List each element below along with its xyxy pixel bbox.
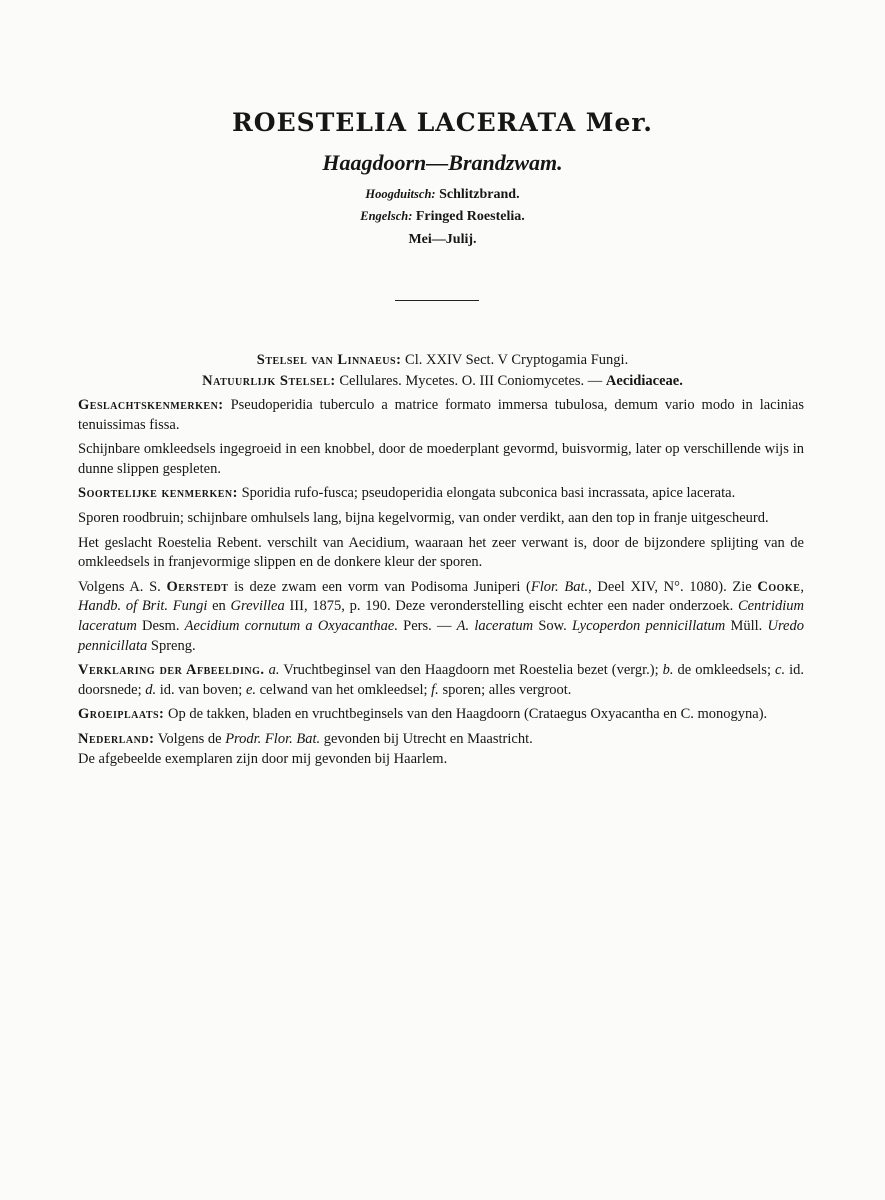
page-title: ROESTELIA LACERATA Mer. [232, 108, 653, 137]
synonym-aecidium-cornutum: Aecidium cornutum a Oxyacanthae. [184, 617, 398, 634]
oerstedt-text: en [207, 598, 231, 615]
cooke-name: Cooke [757, 578, 801, 595]
figure-key-text: Vruchtbeginsel van den Haagdoorn met Roestelia bezet (vergr.); [279, 662, 663, 679]
figure-key-a: a. [264, 662, 280, 679]
synonym-a-laceratum: A. laceratum [456, 617, 534, 634]
species-label: Soortelijke kenmerken: [78, 485, 238, 502]
oerstedt-text: Sow. [533, 617, 573, 634]
oerstedt-text: Pers. — [397, 617, 457, 634]
divider-rule [395, 300, 479, 301]
linnaeus-value: Cl. XXIV Sect. V Cryptogamia Fungi. [405, 352, 629, 368]
linnaeus-line [0, 352, 885, 369]
season-value: Mei—Julij. [408, 232, 477, 247]
species-latin-text: Sporidia rufo-fusca; pseudoperidia elongata subconica basi incrassata, apice lacerata. [237, 485, 736, 502]
natural-system-line [0, 373, 885, 390]
netherlands-text: Volgens de [154, 730, 226, 747]
oerstedt-text: Müll. [725, 617, 768, 634]
oerstedt-paragraph [78, 578, 804, 656]
season-line [0, 232, 885, 248]
figure-key-text: id. doorsnede; [78, 662, 805, 698]
species-latin-paragraph [78, 484, 804, 504]
citation-handbook: Handb. of Brit. Fungi [78, 598, 208, 615]
oerstedt-text: Desm. [136, 617, 185, 634]
genus-dutch-paragraph: Schijnbare omkleedsels ingegroeid in een knobbel, door de moederplant gevormd, buisvormig, later op verschillende wijs in dunne slippen gespleten. [78, 441, 804, 477]
figure-explanation-paragraph [78, 661, 804, 700]
genus-latin-text: Pseudoperidia tuberculo a matrice formato immersa tubulosa, demum vario modo in lacinias tenuissimas fissa. [78, 397, 804, 433]
figure-key-text: celwand van het omkleedsel; [256, 681, 432, 698]
oerstedt-text: , Deel XIV, N°. 1080). Zie [588, 578, 758, 595]
final-paragraph: De afgebeelde exemplaren zijn door mij gevonden bij Haarlem. [78, 750, 448, 767]
synonym-centridium: Centridium laceratum [78, 598, 804, 634]
citation-grevillea: Grevillea [230, 598, 285, 615]
oerstedt-text: , [800, 578, 804, 595]
citation-flor-bat: Flor. Bat. [530, 578, 589, 595]
oerstedt-text: is deze zwam een vorm van Podisoma Juniperi ( [228, 578, 531, 595]
figure-key-d: d. [145, 681, 157, 698]
natural-system-label: Natuurlijk Stelsel: [202, 373, 336, 389]
english-value: Fringed Roestelia. [415, 209, 525, 224]
figure-key-text: id. van boven; [156, 681, 246, 698]
oerstedt-name: Oerstedt [166, 578, 229, 595]
german-name-line [0, 187, 885, 203]
figure-key-text: sporen; alles vergroot. [438, 681, 572, 698]
citation-prodr-flor-bat: Prodr. Flor. Bat. [225, 730, 321, 747]
netherlands-text: gevonden bij Utrecht en Maastricht. [320, 730, 533, 747]
netherlands-paragraph [78, 730, 804, 750]
genus-label: Geslachtskenmerken: [78, 397, 224, 413]
synonym-lycoperdon: Lycoperdon pennicillatum [572, 617, 726, 634]
english-label: Engelsch: [360, 209, 413, 223]
body-text [78, 396, 804, 774]
habitat-paragraph [78, 705, 804, 725]
linnaeus-label: Stelsel van Linnaeus: [256, 352, 402, 368]
figure-key-b: b. [662, 662, 674, 679]
oerstedt-text: III, 1875, p. 190. Deze veronderstelling eischt echter een nader onderzoek. [284, 598, 738, 615]
figure-key-e: e. [245, 681, 256, 698]
natural-system-family: Aecidiaceae. [605, 373, 683, 389]
natural-system-value: Cellulares. Mycetes. O. III Coniomycetes. [339, 373, 585, 389]
genus-latin-paragraph [78, 396, 804, 435]
genus-note-paragraph: Het geslacht Roestelia Rebent. verschilt van Aecidium, waaraan het zeer verwant is, door de bijzondere splijting van de omkleedsels in franjevormige slippen en de donkere kleur der sporen. [78, 534, 804, 571]
german-value: Schlitzbrand. [439, 187, 520, 202]
figure-key-c: c. [775, 662, 786, 679]
page-subtitle: Haagdoorn—Brandzwam. [322, 150, 563, 175]
figure-key-f: f. [431, 681, 439, 698]
figure-key-text: de omkleedsels; [673, 662, 776, 679]
habitat-text: Op de takken, bladen en vruchtbeginsels van den Haagdoorn (Crataegus Oxyacantha en C. monogyna). [164, 706, 768, 723]
netherlands-label: Nederland: [78, 730, 155, 747]
synonym-uredo: Uredo pennicillata [78, 617, 804, 654]
oerstedt-text: Volgens A. S. [78, 578, 167, 595]
english-name-line [0, 209, 885, 225]
natural-system-dash: — [584, 373, 606, 389]
german-label: Hoogduitsch: [365, 187, 436, 201]
oerstedt-text: Spreng. [147, 637, 196, 654]
species-dutch-paragraph: Sporen roodbruin; schijnbare omhulsels lang, bijna kegelvormig, van onder verdikt, aan den top in franje uitgescheurd. [78, 509, 769, 526]
figure-explanation-label: Verklaring der Afbeelding. [78, 662, 265, 679]
habitat-label: Groeiplaats: [78, 706, 165, 723]
